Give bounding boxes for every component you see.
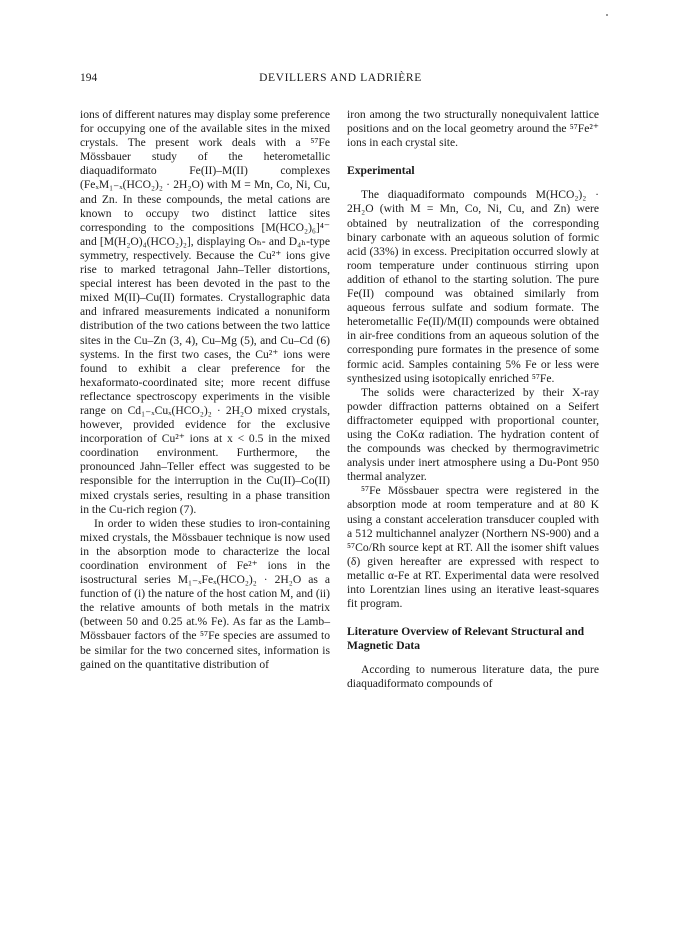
- page-header: [80, 72, 601, 88]
- paragraph-synthesis: The diaquadiformato compounds M(HCO₂)₂ · 2H₂O (with M = Mn, Co, Ni, Cu, and Zn) were obtained by neutralization of the corresponding binary carbonate with an aqueous solution of formic acid (33%) in excess. Precipitation occurred slowly at room temperature under continuous stirring upon addition of ethanol to the starting solution. The pure Fe(II) compound was obtained similarly from aqueous ferrous sulfate and sodium formate. The heterometallic Fe(II)/M(II) compounds were obtained in air-free conditions from an aqueous solution of the corresponding pure formates in the presence of some formic acid. Samples containing 5% Fe or less were synthesized using isotopically enriched ⁵⁷Fe.: [347, 188, 599, 385]
- paragraph-mossbauer-aim: In order to widen these studies to iron-containing mixed crystals, the Mössbauer technique is now used in the absorption mode to characterize the local coordination environment of Fe²⁺ ions in the isostructural series M₁₋ₓFeₓ(HCO₂)₂ · 2H₂O as a function of (i) the nature of the host cation M, and (ii) the relative amounts of both metals in the matrix (between 50 and 0.25 at.% Fe). As far as the Lamb–Mössbauer factors of the ⁵⁷Fe species are assumed to be similar for the two concerned sites, information is gained on the quantitative distribution of: [80, 516, 330, 671]
- heading-literature-overview: Literature Overview of Relevant Structural and Magnetic Data: [347, 625, 585, 653]
- right-column: [347, 108, 599, 692]
- paragraph-mossbauer-spectra: ⁵⁷Fe Mössbauer spectra were registered in the absorption mode at room temperature and at 80 K using a constant acceleration transducer coupled with a 512 multichannel analyzer (Northern NS-900) and a ⁵⁷Co/Rh source kept at RT. All the isomer shift values (δ) given hereafter are expressed with respect to metallic α-Fe at RT. Experimental data were resolved into Lorentzian lines using an iterative least-squares fit program.: [347, 484, 599, 611]
- paragraph-intro: ions of different natures may display some preference for occupying one of the available sites in the mixed crystals. The present work deals with a ⁵⁷Fe Mössbauer study of the heterometallic diaquadiformato Fe(II)–M(II) complexes (FeₓM₁₋ₓ(HCO₂)₂ · 2H₂O) with M = Mn, Co, Ni, Cu, and Zn. In these compounds, the metal cations are known to occupy two distinct lattice sites corresponding to the compositions [M(HCO₂)₆]⁴⁻ and [M(H₂O)₄(HCO₂)₂], displaying Oₕ- and D₄ₕ-type symmetry, respectively. Because the Cu²⁺ ions give rise to marked tetragonal Jahn–Teller distortions, special interest has been devoted in the past to the mixed M(II)–Cu(II) formates. Crystallographic data and infrared measurements indicated a nonuniform distribution of the two cations between the two lattice sites in the Cu–Zn (3, 4), Cu–Mg (5), and Cu–Cd (6) systems. In the first two cases, the Cu²⁺ ions were found to exhibit a clear preference for the hexaformato-coordinated site; more recent diffuse reflectance spectroscopy experiments in the visible range on Cd₁₋ₓCuₓ(HCO₂)₂ · 2H₂O mixed crystals, however, provided evidence for the exclusive incorporation of Cu²⁺ ions at x < 0.5 in the mixed coordination environment. Furthermore, the pronounced Jahn–Teller effect was suggested to be responsible for the interruption in the Cu(II)–Co(II) mixed crystals series, resulting in a phase transition in the Cu-rich region (7).: [80, 108, 330, 516]
- heading-experimental: Experimental: [347, 164, 415, 178]
- left-column: [80, 108, 330, 672]
- running-title: DEVILLERS AND LADRIÈRE: [259, 72, 422, 84]
- paragraph-continued: iron among the two structurally nonequivalent lattice positions and on the local geometry around the ⁵⁷Fe²⁺ ions in each crystal site.: [347, 108, 599, 150]
- paragraph-characterization: The solids were characterized by their X-ray powder diffraction patterns obtained on a Seifert diffractometer equipped with proportional counter, using the CoKα radiation. The hydration content of the compounds was checked by thermogravimetric analysis under inert atmosphere using a Du-Pont 950 thermal analyzer.: [347, 385, 599, 484]
- page-number: 194: [80, 72, 98, 84]
- paragraph-literature: According to numerous literature data, the pure diaquadiformato compounds of: [347, 663, 599, 691]
- scan-speck: [606, 14, 608, 16]
